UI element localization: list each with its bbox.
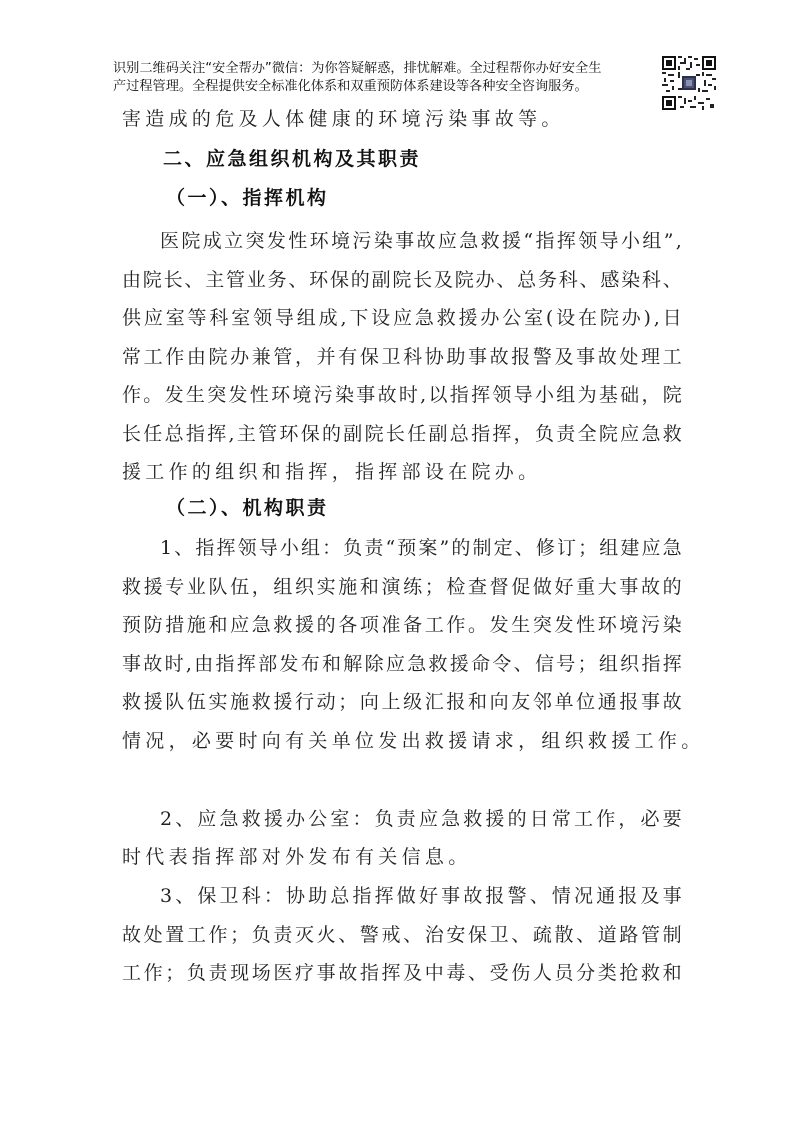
paragraph-line: 常 工 作 由 院 办 兼 管 ， 并 有 保 卫 科 协 助 事 故 报 警 及 事 故 处 理 工: [122, 346, 682, 368]
item-3-line: 工 作 ； 负 责 现 场 医 疗 事 故 指 挥 及 中 毒 、 受 伤 人 员 分 类 抢 救 和: [122, 962, 682, 984]
paragraph-line: 作 。 发 生 突 发 性 环 境 污 染 事 故 时 , 以 指 挥 领 导 小 组 为 基 础 ， 院: [122, 384, 682, 406]
item-3-line: 故 处 置 工 作 ； 负 责 灭 火 、 警 戒 、 治 安 保 卫 、 疏 散 、 道 路 管 制: [122, 924, 682, 946]
item-2-line: 2 、 应 急 救 援 办 公 室 ： 负 责 应 急 救 援 的 日 常 工 作 ， 必 要: [160, 808, 682, 830]
paragraph-line: 医 院 成 立 突 发 性 环 境 污 染 事 故 应 急 救 援 “ 指 挥 领 导 小 组 ” ,: [160, 230, 682, 252]
item-1-line: 预 防 措 施 和 应 急 救 援 的 各 项 准 备 工 作 。 发 生 突 发 性 环 境 污 染: [122, 614, 682, 636]
item-1-line: 事 故 时 , 由 指 挥 部 发 布 和 解 除 应 急 救 援 命 令 、 信 号 ； 组 织 指 挥: [122, 653, 682, 675]
paragraph-line: 供 应 室 等 科 室 领 导 组 成 , 下 设 应 急 救 援 办 公 室 ( 设 在 院 办 ) , 日: [122, 307, 682, 329]
paragraph-line: 长 任 总 指 挥 , 主 管 环 保 的 副 院 长 任 副 总 指 挥 ， 负 责 全 院 应 急 救: [122, 423, 682, 445]
paragraph-line: 由 院 长 、 主 管 业 务 、 环 保 的 副 院 长 及 院 办 、 总 务 科 、 感 染 科 、: [122, 269, 682, 291]
paragraph-line: 援工作的组织和指挥，指挥部设在院办。: [122, 461, 542, 483]
continuation-line: 害造成的危及人体健康的环境污染事故等。: [122, 108, 565, 130]
item-2-line: 时代表指挥部对外发布有关信息。: [122, 846, 472, 868]
item-1-line: 救 援 队 伍 实 施 救 援 行 动 ； 向 上 级 汇 报 和 向 友 邻 单 位 通 报 事 故: [122, 691, 682, 713]
banner-line-1: 识别二维码关注“安全帮办”微信：为你答疑解惑，排忧解难。全过程帮你办好安全生: [113, 61, 602, 76]
qr-code-icon: [662, 56, 716, 110]
banner-line-2: 产过程管理。全程提供安全标准化体系和双重预防体系建设等各种安全咨询服务。: [113, 79, 588, 94]
item-1-line: 1 、 指 挥 领 导 小 组 ： 负 责 “ 预 案 ” 的 制 定 、 修 订 ； 组 建 应 急: [160, 537, 682, 559]
subsection-heading-command: （一）、指挥机构: [166, 187, 329, 209]
section-heading: 二、应急组织机构及其职责: [163, 148, 422, 170]
subsection-heading-duties: （二）、机构职责: [166, 497, 329, 519]
item-1-line: 救 援 专 业 队 伍 ， 组 织 实 施 和 演 练 ； 检 查 督 促 做 好 重 大 事 故 的: [122, 576, 682, 598]
item-1-line: 情况，必要时向有关单位发出救援请求，组织救援工作。: [122, 730, 705, 752]
item-3-line: 3 、 保 卫 科 ： 协 助 总 指 挥 做 好 事 故 报 警 、 情 况 通 报 及 事: [160, 885, 682, 907]
promo-banner: [113, 60, 653, 96]
